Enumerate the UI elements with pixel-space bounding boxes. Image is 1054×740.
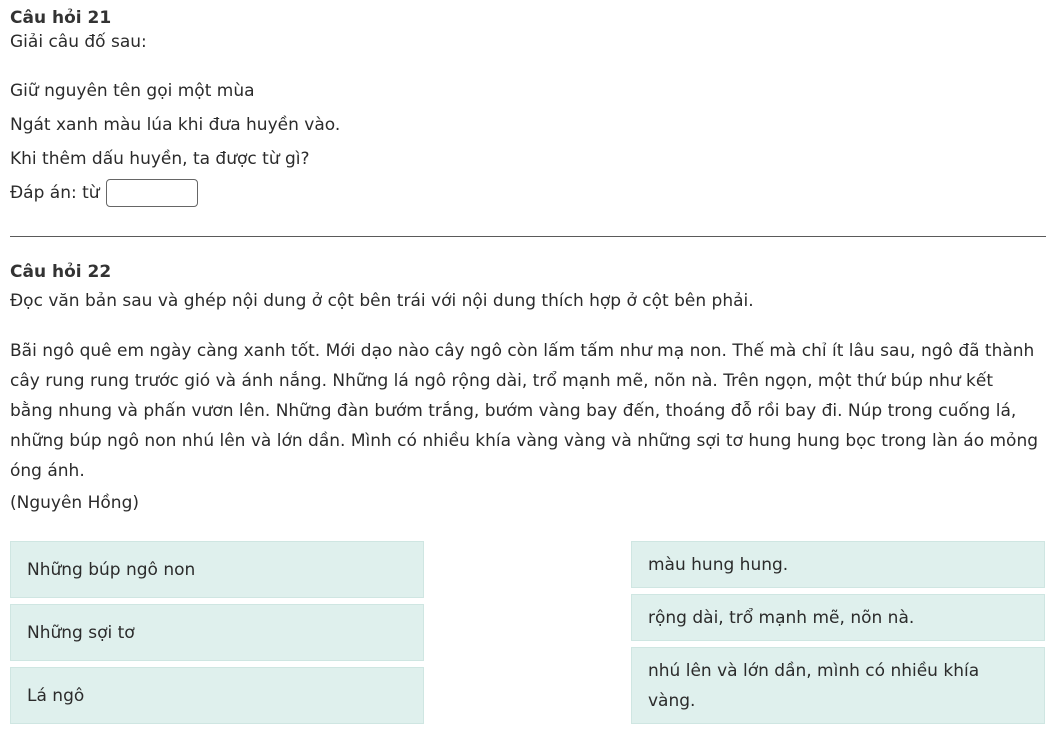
left-match-text: Những sợi tơ: [27, 622, 135, 643]
passage-text: Bãi ngô quê em ngày càng xanh tốt. Mới dạo nào cây ngô còn lấm tấm như mạ non. Thế mà chỉ ít lâu sau, ngô đã thành cây rung rung trước gió và ánh nắng. Những lá ngô rộng dài, trổ mạnh mẽ, nõn nà. Trên ngọn, một thứ búp như kết bằng nhung và phấn vươn lên. Những đàn bướm trắng, bướm vàng bay đến, thoáng đỗ rồi bay đi. Núp trong cuống lá, những búp ngô non nhú lên và lớn dần. Mình có nhiều khía vàng vàng và những sợi tơ hung hung bọc trong làn áo mỏng óng ánh.: [10, 341, 1039, 481]
question-21: [10, 6, 1046, 210]
left-match-text: Những búp ngô non: [27, 559, 196, 580]
answer-input[interactable]: [106, 179, 198, 207]
left-match-text: Lá ngô: [27, 685, 85, 706]
question-divider: [10, 236, 1046, 237]
right-match-text: nhú lên và lớn dần, mình có nhiều khía vàng.: [648, 660, 980, 711]
riddle-line-2: Ngát xanh màu lúa khi đưa huyền vào.: [10, 115, 341, 135]
passage-author: (Nguyên Hồng): [10, 493, 139, 513]
answer-row: [10, 176, 1046, 210]
question-21-title: Câu hỏi 21: [10, 8, 112, 28]
left-match-card[interactable]: [10, 541, 424, 598]
right-match-text: màu hung hung.: [648, 554, 789, 575]
riddle-line-1: Giữ nguyên tên gọi một mùa: [10, 81, 255, 101]
question-21-prompt: Giải câu đố sau:: [10, 32, 147, 52]
riddle-line-3: Khi thêm dấu huyền, ta được từ gì?: [10, 149, 310, 169]
left-match-card[interactable]: [10, 604, 424, 661]
right-match-text: rộng dài, trổ mạnh mẽ, nõn nà.: [648, 607, 915, 628]
question-22-prompt: Đọc văn bản sau và ghép nội dung ở cột bên trái với nội dung thích hợp ở cột bên phải.: [10, 291, 754, 311]
riddle: [10, 74, 1046, 210]
right-match-card[interactable]: [631, 594, 1045, 641]
question-22-title: Câu hỏi 22: [10, 262, 112, 282]
right-match-card[interactable]: [631, 541, 1045, 588]
answer-label: Đáp án: từ: [10, 183, 100, 203]
match-left-column: [10, 541, 424, 730]
question-22: [10, 260, 1046, 518]
match-right-column: [631, 541, 1045, 724]
right-match-card[interactable]: [631, 647, 1045, 724]
left-match-card[interactable]: [10, 667, 424, 724]
